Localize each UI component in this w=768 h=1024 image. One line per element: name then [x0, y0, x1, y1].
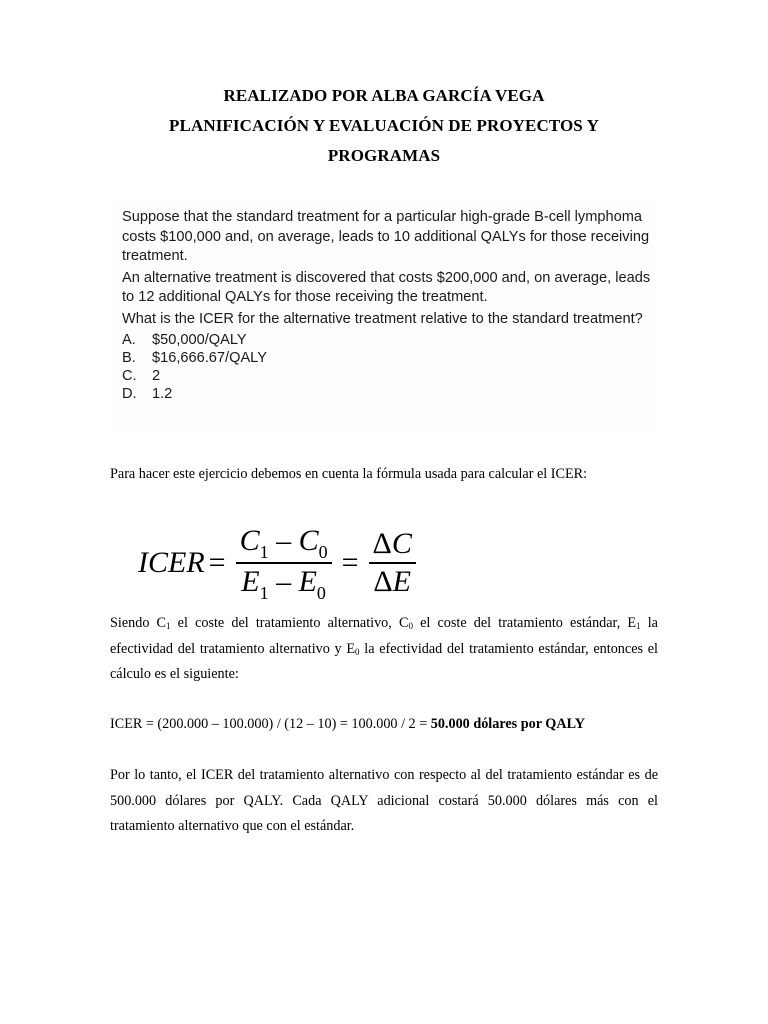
cost-effect-fraction [236, 523, 332, 603]
author-heading: REALIZADO POR ALBA GARCÍA VEGA [223, 86, 545, 105]
question-paragraph-3: What is the ICER for the alternative treatment relative to the standard treatment? [122, 310, 643, 327]
course-heading-line2: PROGRAMAS [327, 146, 441, 165]
option-letter: C. [122, 368, 137, 384]
answer-options [122, 331, 656, 403]
calculation-text: ICER = (200.000 – 100.000) / (12 – 10) = 100.000 / 2 = [110, 716, 431, 732]
calculation-line [110, 712, 658, 738]
intro-paragraph: Para hacer este ejercicio debemos en cuenta la fórmula usada para calcular el ICER: [110, 466, 588, 482]
formula-lhs: ICER [138, 546, 205, 579]
question-paragraph-1: Suppose that the standard treatment for a particular high-grade B-cell lymphoma costs $100,000 and, on average, leads to 10 additional QALYs for those receiving treatment. [122, 209, 650, 264]
question-paragraph-2: An alternative treatment is discovered that costs $200,000 and, on average, leads to 12 additional QALYs for those receiving the treatment. [122, 269, 651, 305]
question-image [114, 200, 656, 432]
fraction-denominator: $E_1 - E_0$ [241, 564, 326, 603]
answer-option [122, 367, 656, 385]
answer-option [122, 385, 656, 403]
option-text: $16,666.67/QALY [152, 350, 267, 366]
option-letter: B. [122, 350, 136, 366]
definitions-paragraph: Siendo $C_1$ el coste del tratamiento alternativo, $C_0$ el coste del tratamiento estándar, $E_1$ la efectividad del tratamiento alternativo y $E_0$ la efectividad del tratamiento estándar, entonces el cálculo es el siguiente: [110, 615, 658, 682]
option-letter: A. [122, 332, 136, 348]
equals-sign: = [341, 546, 359, 579]
option-text: 2 [152, 368, 161, 384]
answer-option [122, 331, 656, 349]
equals-sign: = [208, 546, 226, 579]
fraction-numerator: $C_1 - C_0$ [239, 524, 328, 563]
option-text: $50,000/QALY [152, 332, 247, 348]
delta-fraction [369, 526, 416, 600]
calculation-result: 50.000 dólares por QALY [430, 716, 585, 732]
icer-formula [138, 518, 422, 608]
delta-numerator: ΔC [372, 527, 412, 561]
option-letter: D. [122, 386, 137, 402]
course-heading-line1: PLANIFICACIÓN Y EVALUACIÓN DE PROYECTOS Y [169, 116, 599, 135]
conclusion-paragraph: Por lo tanto, el ICER del tratamiento alternativo con respecto al del tratamiento estándar es de 500.000 dólares por QALY. Cada QALY adicional costará 50.000 dólares más con el tratamiento alternativo que con el estándar. [110, 767, 658, 834]
answer-option [122, 349, 656, 367]
option-text: 1.2 [152, 386, 173, 402]
delta-denominator: ΔE [373, 564, 411, 598]
